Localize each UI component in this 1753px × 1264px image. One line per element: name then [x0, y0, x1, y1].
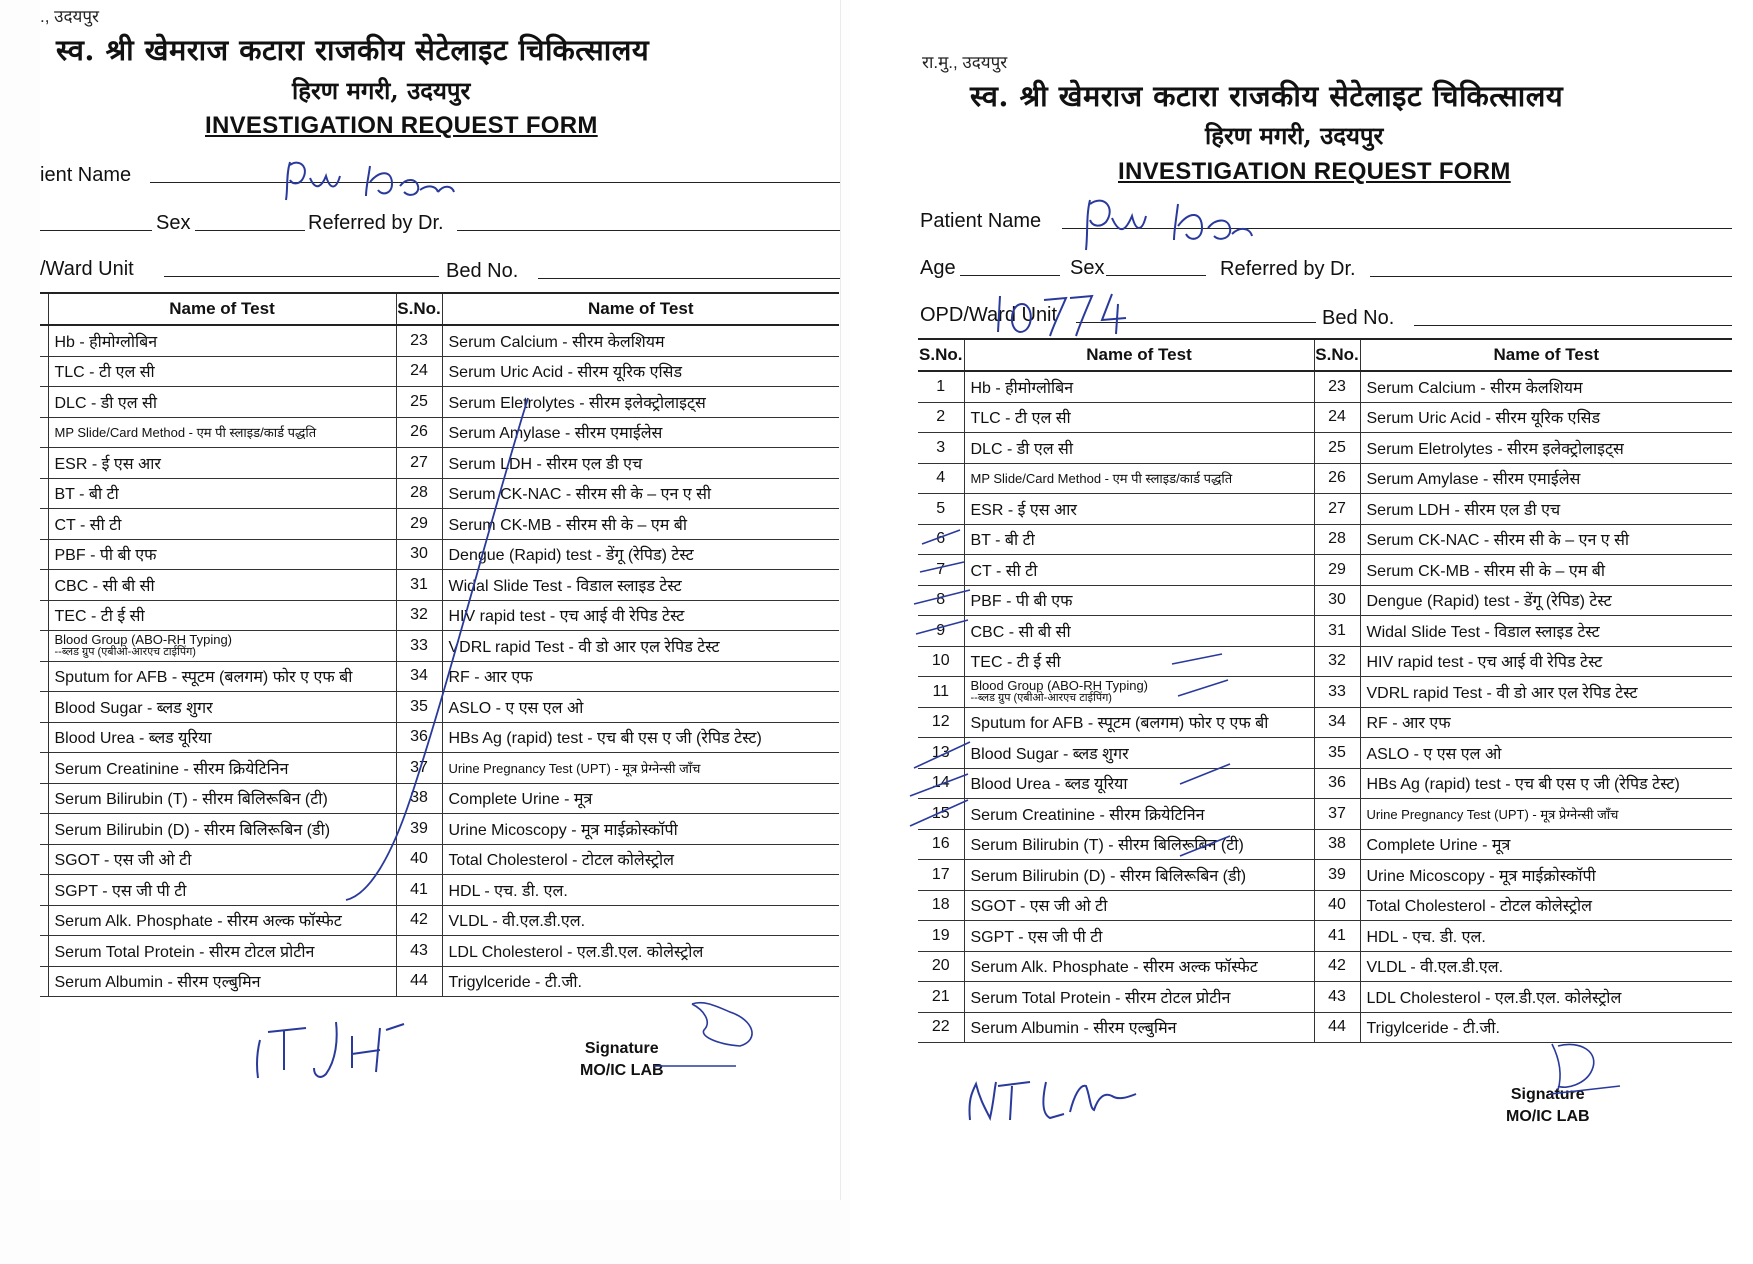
test-name: Serum Eletrolytes - सीरम इलेक्ट्रोलाइट्स	[442, 387, 839, 418]
test-name: BT - बी टी	[48, 478, 396, 509]
sex-label: Sex	[156, 212, 191, 234]
test-sno: 17	[918, 860, 964, 891]
col-name-header: Name of Test	[48, 293, 396, 325]
test-sno	[40, 539, 48, 570]
test-name: Trigylceride - टी.जी.	[442, 966, 839, 997]
test-name: TLC - टी एल सी	[48, 356, 396, 387]
test-sno	[40, 814, 48, 845]
test-name: HBs Ag (rapid) test - एच बी एस ए जी (रेपिड टेस्ट)	[442, 722, 839, 753]
test-sno: 15	[918, 799, 964, 830]
test-name: ASLO - ए एस एल ओ	[442, 692, 839, 723]
test-sno	[40, 722, 48, 753]
test-sno: 25	[1314, 433, 1360, 464]
test-sno: 40	[1314, 890, 1360, 921]
referred-label: Referred by Dr.	[308, 212, 444, 234]
bed-label: Bed No.	[446, 260, 519, 282]
test-name: Serum LDH - सीरम एल डी एच	[1360, 494, 1732, 525]
test-name: CT - सी टी	[48, 509, 396, 540]
test-sno: 16	[918, 829, 964, 860]
dept-label: ., उदयपुर	[40, 7, 99, 26]
test-sno: 23	[396, 325, 442, 356]
sex-line	[195, 230, 305, 231]
patient-name-label: ient Name	[40, 164, 132, 186]
test-sno: 9	[918, 616, 964, 647]
opd-line	[164, 276, 439, 277]
table-row	[40, 448, 839, 479]
table-row	[918, 555, 1732, 586]
test-sno: 2	[918, 402, 964, 433]
test-name: SGPT - एस जी पी टी	[48, 875, 396, 906]
age-line	[960, 275, 1060, 276]
test-name	[48, 631, 396, 662]
bed-line	[1414, 325, 1732, 326]
handwritten-name	[286, 162, 454, 200]
test-name: Complete Urine - मूत्र	[442, 783, 839, 814]
table-row	[40, 905, 839, 936]
table-row	[918, 1012, 1732, 1043]
table-row	[40, 478, 839, 509]
test-sno: 21	[918, 982, 964, 1013]
table-row	[918, 890, 1732, 921]
test-sno: 33	[1314, 677, 1360, 708]
table-row	[40, 600, 839, 631]
test-name: TLC - टी एल सी	[964, 402, 1314, 433]
col-name2-header: Name of Test	[442, 293, 839, 325]
test-sno: 18	[918, 890, 964, 921]
test-name: PBF - पी बी एफ	[48, 539, 396, 570]
test-name: Serum Bilirubin (D) - सीरम बिलिरूबिन (डी)	[48, 814, 396, 845]
table-row	[918, 585, 1732, 616]
test-name: Serum Creatinine - सीरम क्रियेटिनिन	[964, 799, 1314, 830]
test-sno	[40, 966, 48, 997]
test-sno: 29	[396, 509, 442, 540]
test-sno: 28	[1314, 524, 1360, 555]
test-sno: 42	[396, 905, 442, 936]
table-row	[40, 661, 839, 692]
table-row	[918, 982, 1732, 1013]
test-sno: 44	[396, 966, 442, 997]
test-sno	[40, 936, 48, 967]
test-name: Total Cholesterol - टोटल कोलेस्ट्रोल	[442, 844, 839, 875]
test-sno: 41	[396, 875, 442, 906]
table-row	[40, 539, 839, 570]
col-name-header: Name of Test	[964, 339, 1314, 371]
test-sno: 35	[396, 692, 442, 723]
test-name-main: Blood Group (ABO-RH Typing)	[54, 631, 232, 647]
test-sno: 30	[396, 539, 442, 570]
test-sno: 24	[1314, 402, 1360, 433]
test-name: VLDL - वी.एल.डी.एल.	[1360, 951, 1732, 982]
test-sno: 11	[918, 677, 964, 708]
test-sno: 31	[396, 570, 442, 601]
test-sno: 26	[396, 417, 442, 448]
test-name: Serum Eletrolytes - सीरम इलेक्ट्रोलाइट्स	[1360, 433, 1732, 464]
table-row	[40, 509, 839, 540]
age-line	[40, 230, 152, 231]
table-row	[918, 646, 1732, 677]
lab-label: MO/IC LAB	[580, 1062, 664, 1079]
test-sno	[40, 875, 48, 906]
table-row	[40, 783, 839, 814]
test-name: Blood Sugar - ब्लड शुगर	[48, 692, 396, 723]
test-sno: 7	[918, 555, 964, 586]
test-sno: 12	[918, 707, 964, 738]
test-name: Urine Micoscopy - मूत्र माईक्रोस्कॉपी	[442, 814, 839, 845]
test-sno: 41	[1314, 921, 1360, 952]
table-row	[40, 814, 839, 845]
test-name: Widal Slide Test - विडाल स्लाइड टेस्ट	[442, 570, 839, 601]
table-row	[918, 677, 1732, 708]
referred-label: Referred by Dr.	[1220, 258, 1356, 280]
test-sno: 38	[396, 783, 442, 814]
signature-scribble	[654, 1003, 752, 1066]
test-name: VLDL - वी.एल.डी.एल.	[442, 905, 839, 936]
table-row	[918, 799, 1732, 830]
test-name: RF - आर एफ	[1360, 707, 1732, 738]
test-sno: 19	[918, 921, 964, 952]
test-name: ESR - ई एस आर	[48, 448, 396, 479]
test-name: DLC - डी एल सी	[48, 387, 396, 418]
test-name: Serum Uric Acid - सीरम यूरिक एसिड	[1360, 402, 1732, 433]
right-request-form	[850, 0, 1753, 1264]
table-header	[40, 293, 839, 325]
test-sno: 28	[396, 478, 442, 509]
test-sno: 39	[1314, 860, 1360, 891]
test-sno: 24	[396, 356, 442, 387]
test-name: TEC - टी ई सी	[964, 646, 1314, 677]
test-name: Blood Urea - ब्लड यूरिया	[48, 722, 396, 753]
test-name: Sputum for AFB - स्पूटम (बलगम) फोर ए एफ बी	[964, 707, 1314, 738]
col-sno-header	[40, 293, 48, 325]
signature-text: Signature	[584, 1040, 659, 1057]
table-header	[918, 339, 1732, 371]
test-name: Urine Pregnancy Test (UPT) - मूत्र प्रेग्नेन्सी जाँच	[442, 753, 839, 784]
test-name: HIV rapid test - एच आई वी रेपिड टेस्ट	[442, 600, 839, 631]
test-sno	[40, 783, 48, 814]
table-row	[40, 844, 839, 875]
test-name-sub: --ब्लड ग्रुप (एबीओ-आरएच टाईपिंग)	[970, 691, 1112, 704]
test-name: Serum Calcium - सीरम केलशियम	[442, 325, 839, 356]
test-sno: 14	[918, 768, 964, 799]
test-sno: 40	[396, 844, 442, 875]
test-name	[964, 677, 1314, 708]
test-sno: 36	[1314, 768, 1360, 799]
bed-line	[538, 278, 840, 279]
table-row	[40, 692, 839, 723]
test-name: Serum Alk. Phosphate - सीरम अल्क फॉस्फेट	[964, 951, 1314, 982]
test-sno: 33	[396, 631, 442, 662]
test-sno	[40, 570, 48, 601]
signature-text: Signature	[1510, 1086, 1585, 1103]
test-sno: 42	[1314, 951, 1360, 982]
patient-name-line	[1062, 228, 1732, 229]
test-sno: 36	[396, 722, 442, 753]
test-name: Serum Bilirubin (T) - सीरम बिलिरूबिन (टी)	[964, 829, 1314, 860]
table-row	[918, 738, 1732, 769]
test-sno: 35	[1314, 738, 1360, 769]
test-name: Trigylceride - टी.जी.	[1360, 1012, 1732, 1043]
table-row	[918, 524, 1732, 555]
test-name: Total Cholesterol - टोटल कोलेस्ट्रोल	[1360, 890, 1732, 921]
table-row	[40, 570, 839, 601]
test-name: Blood Sugar - ब्लड शुगर	[964, 738, 1314, 769]
test-sno: 34	[396, 661, 442, 692]
handwritten-note	[257, 1022, 404, 1078]
test-name: MP Slide/Card Method - एम पी स्लाइड/कार्ड पद्धति	[964, 463, 1314, 494]
table-row	[918, 951, 1732, 982]
table-row	[40, 387, 839, 418]
test-name: PBF - पी बी एफ	[964, 585, 1314, 616]
test-sno	[40, 905, 48, 936]
test-name: Serum CK-MB - सीरम सी के – एम बी	[1360, 555, 1732, 586]
test-name: ESR - ई एस आर	[964, 494, 1314, 525]
col-name2-header: Name of Test	[1360, 339, 1732, 371]
test-name: Serum Calcium - सीरम केलशियम	[1360, 371, 1732, 402]
test-sno: 26	[1314, 463, 1360, 494]
test-name: HBs Ag (rapid) test - एच बी एस ए जी (रेपिड टेस्ट)	[1360, 768, 1732, 799]
test-name: HIV rapid test - एच आई वी रेपिड टेस्ट	[1360, 646, 1732, 677]
test-name: SGOT - एस जी ओ टी	[964, 890, 1314, 921]
test-sno: 32	[396, 600, 442, 631]
test-sno: 5	[918, 494, 964, 525]
col-sno-header: S.No.	[918, 339, 964, 371]
opd-label: OPD/Ward Unit	[920, 304, 1058, 326]
table-row	[40, 325, 839, 356]
test-sno: 6	[918, 524, 964, 555]
test-name: CBC - सी बी सी	[964, 616, 1314, 647]
handwritten-note	[969, 1082, 1136, 1120]
table-row	[918, 616, 1732, 647]
test-sno: 25	[396, 387, 442, 418]
test-name: Hb - हीमोग्लोबिन	[964, 371, 1314, 402]
test-name: Urine Pregnancy Test (UPT) - मूत्र प्रेग्नेन्सी जाँच	[1360, 799, 1732, 830]
test-name: MP Slide/Card Method - एम पी स्लाइड/कार्ड पद्धति	[48, 417, 396, 448]
test-name: Serum Alk. Phosphate - सीरम अल्क फॉस्फेट	[48, 905, 396, 936]
tests-table	[40, 292, 839, 997]
test-sno	[40, 478, 48, 509]
test-sno: 30	[1314, 585, 1360, 616]
test-name: Serum Bilirubin (T) - सीरम बिलिरूबिन (टी)	[48, 783, 396, 814]
test-name: Serum Amylase - सीरम एमाईलेस	[442, 417, 839, 448]
test-name: VDRL rapid Test - वी डो आर एल रेपिड टेस्ट	[442, 631, 839, 662]
table-row	[918, 433, 1732, 464]
test-sno: 22	[918, 1012, 964, 1043]
test-sno	[40, 448, 48, 479]
test-sno	[40, 509, 48, 540]
test-name: Serum CK-NAC - सीरम सी के – एन ए सी	[442, 478, 839, 509]
table-row	[40, 875, 839, 906]
age-label: Age	[920, 257, 956, 279]
test-sno: 29	[1314, 555, 1360, 586]
test-name: Sputum for AFB - स्पूटम (बलगम) फोर ए एफ बी	[48, 661, 396, 692]
table-row	[40, 966, 839, 997]
dept-label: रा.मु., उदयपुर	[922, 53, 1008, 72]
bed-label: Bed No.	[1322, 307, 1395, 329]
test-sno: 13	[918, 738, 964, 769]
hospital-name: स्व. श्री खेमराज कटारा राजकीय सेटेलाइट चिकित्सालय	[56, 33, 650, 67]
table-row	[918, 402, 1732, 433]
test-name: LDL Cholesterol - एल.डी.एल. कोलेस्ट्रोल	[442, 936, 839, 967]
table-row	[918, 707, 1732, 738]
table-row	[40, 417, 839, 448]
table-row	[918, 494, 1732, 525]
test-sno: 37	[1314, 799, 1360, 830]
test-name: Serum CK-NAC - सीरम सी के – एन ए सी	[1360, 524, 1732, 555]
table-row	[40, 356, 839, 387]
test-name: Serum Albumin - सीरम एल्बुमिन	[48, 966, 396, 997]
test-name: Hb - हीमोग्लोबिन	[48, 325, 396, 356]
test-sno	[40, 387, 48, 418]
table-row	[918, 921, 1732, 952]
test-sno	[40, 661, 48, 692]
test-name: Serum CK-MB - सीरम सी के – एम बी	[442, 509, 839, 540]
test-name: Serum Amylase - सीरम एमाईलेस	[1360, 463, 1732, 494]
test-sno: 10	[918, 646, 964, 677]
test-name: Serum Albumin - सीरम एल्बुमिन	[964, 1012, 1314, 1043]
test-sno: 44	[1314, 1012, 1360, 1043]
test-sno: 34	[1314, 707, 1360, 738]
table-row	[918, 371, 1732, 402]
test-sno: 39	[396, 814, 442, 845]
test-sno: 3	[918, 433, 964, 464]
test-name: TEC - टी ई सी	[48, 600, 396, 631]
test-sno	[40, 417, 48, 448]
test-name: CBC - सी बी सी	[48, 570, 396, 601]
test-sno: 27	[1314, 494, 1360, 525]
test-sno: 27	[396, 448, 442, 479]
hospital-name: स्व. श्री खेमराज कटारा राजकीय सेटेलाइट चिकित्सालय	[970, 79, 1564, 113]
handwritten-name	[1086, 200, 1252, 250]
form-title: INVESTIGATION REQUEST FORM	[1118, 158, 1511, 185]
test-name: HDL - एच. डी. एल.	[1360, 921, 1732, 952]
table-row	[40, 631, 839, 662]
test-name: Serum Bilirubin (D) - सीरम बिलिरूबिन (डी)	[964, 860, 1314, 891]
test-sno: 43	[396, 936, 442, 967]
opd-label: /Ward Unit	[40, 258, 134, 280]
test-sno: 1	[918, 371, 964, 402]
hospital-address: हिरण मगरी, उदयपुर	[1205, 121, 1384, 150]
referred-line	[457, 230, 840, 231]
test-sno	[40, 844, 48, 875]
test-sno	[40, 356, 48, 387]
patient-name-line	[150, 182, 840, 183]
test-name: HDL - एच. डी. एल.	[442, 875, 839, 906]
table-row	[918, 768, 1732, 799]
test-name: Serum LDH - सीरम एल डी एच	[442, 448, 839, 479]
table-row	[918, 860, 1732, 891]
test-name: LDL Cholesterol - एल.डी.एल. कोलेस्ट्रोल	[1360, 982, 1732, 1013]
test-name-sub: --ब्लड ग्रुप (एबीओ-आरएच टाईपिंग)	[54, 645, 196, 658]
signature-label	[1506, 1084, 1590, 1128]
test-sno	[40, 631, 48, 662]
col-sno2-header: S.No.	[1314, 339, 1360, 371]
test-sno: 38	[1314, 829, 1360, 860]
test-name: Blood Urea - ब्लड यूरिया	[964, 768, 1314, 799]
table-row	[40, 753, 839, 784]
test-sno	[40, 692, 48, 723]
test-sno: 43	[1314, 982, 1360, 1013]
test-name: CT - सी टी	[964, 555, 1314, 586]
left-request-form	[40, 0, 840, 1200]
test-sno	[40, 753, 48, 784]
sex-line	[1106, 275, 1206, 276]
form-title: INVESTIGATION REQUEST FORM	[205, 112, 598, 139]
tests-table	[918, 338, 1732, 1043]
test-sno	[40, 600, 48, 631]
hospital-address: हिरण मगरी, उदयपुर	[292, 76, 471, 105]
test-name-main: Blood Group (ABO-RH Typing)	[970, 677, 1148, 693]
sex-label: Sex	[1070, 257, 1105, 279]
test-name: SGPT - एस जी पी टी	[964, 921, 1314, 952]
test-sno: 4	[918, 463, 964, 494]
test-name: DLC - डी एल सी	[964, 433, 1314, 464]
table-row	[918, 829, 1732, 860]
test-name: BT - बी टी	[964, 524, 1314, 555]
test-name: Serum Uric Acid - सीरम यूरिक एसिड	[442, 356, 839, 387]
test-sno	[40, 325, 48, 356]
table-row	[918, 463, 1732, 494]
test-name: Dengue (Rapid) test - डेंगू (रेपिड) टेस्ट	[442, 539, 839, 570]
test-sno: 32	[1314, 646, 1360, 677]
test-name: Urine Micoscopy - मूत्र माईक्रोस्कॉपी	[1360, 860, 1732, 891]
referred-line	[1370, 276, 1732, 277]
test-name: Dengue (Rapid) test - डेंगू (रेपिड) टेस्ट	[1360, 585, 1732, 616]
test-sno: 31	[1314, 616, 1360, 647]
test-name: Serum Creatinine - सीरम क्रियेटिनिन	[48, 753, 396, 784]
test-name: Widal Slide Test - विडाल स्लाइड टेस्ट	[1360, 616, 1732, 647]
col-sno2-header: S.No.	[396, 293, 442, 325]
test-name: Complete Urine - मूत्र	[1360, 829, 1732, 860]
test-sno: 8	[918, 585, 964, 616]
table-row	[40, 936, 839, 967]
test-name: RF - आर एफ	[442, 661, 839, 692]
test-sno: 37	[396, 753, 442, 784]
opd-line	[1076, 322, 1316, 323]
test-name: Serum Total Protein - सीरम टोटल प्रोटीन	[48, 936, 396, 967]
test-name: VDRL rapid Test - वी डो आर एल रेपिड टेस्ट	[1360, 677, 1732, 708]
test-sno: 23	[1314, 371, 1360, 402]
test-name: Serum Total Protein - सीरम टोटल प्रोटीन	[964, 982, 1314, 1013]
signature-label	[580, 1038, 664, 1082]
lab-label: MO/IC LAB	[1506, 1108, 1590, 1125]
test-name: ASLO - ए एस एल ओ	[1360, 738, 1732, 769]
table-row	[40, 722, 839, 753]
patient-name-label: Patient Name	[920, 210, 1042, 232]
test-name: SGOT - एस जी ओ टी	[48, 844, 396, 875]
test-sno: 20	[918, 951, 964, 982]
